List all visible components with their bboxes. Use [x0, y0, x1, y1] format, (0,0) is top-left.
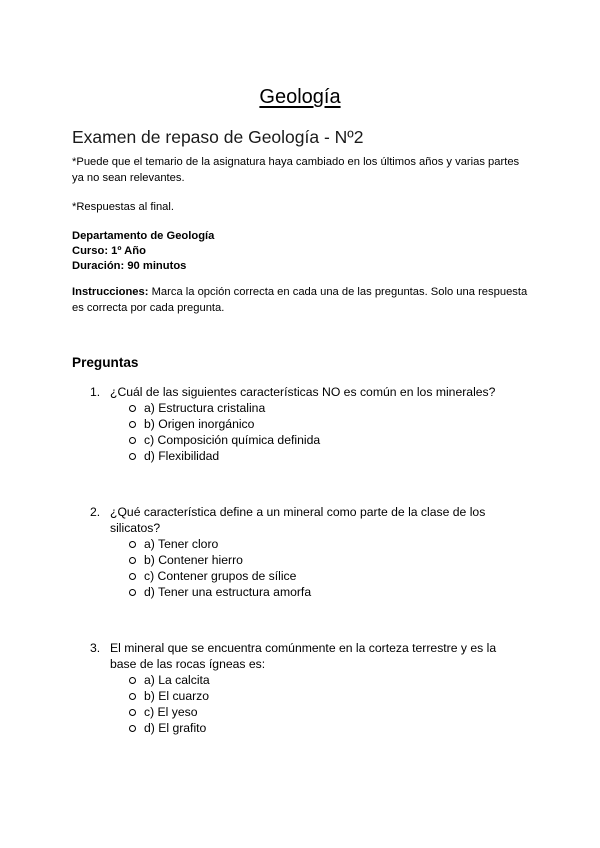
answer-option[interactable] [72, 704, 532, 720]
answer-option[interactable] [72, 536, 532, 552]
question-stem [72, 384, 532, 400]
question-stem [72, 504, 532, 536]
instructions [72, 285, 530, 316]
exam-subtitle: Examen de repaso de Geología - Nº2 [72, 127, 364, 147]
question-number: 3. [90, 641, 101, 655]
option-label: b) Contener hierro [144, 553, 243, 567]
option-label: d) Tener una estructura amorfa [144, 585, 312, 599]
hollow-bullet-icon [128, 432, 144, 448]
duration-line: Duración: 90 minutos [72, 260, 187, 272]
question-1 [72, 384, 532, 464]
hollow-bullet-icon [128, 536, 144, 552]
instructions-label: Instrucciones: [72, 286, 149, 298]
department-line: Departamento de Geología [72, 230, 215, 242]
hollow-bullet-icon [128, 584, 144, 600]
question-text: ¿Qué característica define a un mineral como parte de la clase de los silicatos? [110, 505, 486, 535]
question-2 [72, 504, 532, 600]
answer-option[interactable] [72, 416, 532, 432]
answers-note: *Respuestas al final. [72, 201, 174, 213]
course-line: Curso: 1º Año [72, 245, 146, 257]
answer-option[interactable] [72, 552, 532, 568]
hollow-bullet-icon [128, 672, 144, 688]
option-label: a) La calcita [144, 673, 210, 687]
hollow-bullet-icon [128, 568, 144, 584]
option-label: c) Composición química definida [144, 433, 321, 447]
answer-option[interactable] [72, 568, 532, 584]
question-text: ¿Cuál de las siguientes características NO es común en los minerales? [110, 385, 496, 399]
syllabus-note: *Puede que el temario de la asignatura haya cambiado en los últimos años y varias partes ya no sean relevantes. [72, 156, 520, 184]
questions-heading: Preguntas [72, 355, 139, 370]
option-label: a) Tener cloro [144, 537, 219, 551]
option-label: b) Origen inorgánico [144, 417, 255, 431]
option-label: c) El yeso [144, 705, 198, 719]
hollow-bullet-icon [128, 416, 144, 432]
exam-metadata [72, 229, 214, 274]
answer-option[interactable] [72, 584, 532, 600]
question-text: El mineral que se encuentra comúnmente en la corteza terrestre y es la base de las rocas ígneas es: [110, 641, 497, 671]
hollow-bullet-icon [128, 688, 144, 704]
question-number: 2. [90, 505, 101, 519]
option-label: d) El grafito [144, 721, 207, 735]
answer-options [72, 536, 532, 600]
hollow-bullet-icon [128, 720, 144, 736]
answer-option[interactable] [72, 448, 532, 464]
hollow-bullet-icon [128, 704, 144, 720]
option-label: a) Estructura cristalina [144, 401, 266, 415]
answer-option[interactable] [72, 720, 532, 736]
answer-options [72, 672, 532, 736]
answer-option[interactable] [72, 432, 532, 448]
answer-options [72, 400, 532, 464]
answer-option[interactable] [72, 688, 532, 704]
hollow-bullet-icon [128, 448, 144, 464]
option-label: b) El cuarzo [144, 689, 210, 703]
question-number: 1. [90, 385, 101, 399]
hollow-bullet-icon [128, 400, 144, 416]
instructions-text: Marca la opción correcta en cada una de las preguntas. Solo una respuesta es correcta por cada pregunta. [72, 286, 528, 314]
hollow-bullet-icon [128, 552, 144, 568]
answer-option[interactable] [72, 672, 532, 688]
document-title: Geología [259, 86, 341, 108]
option-label: c) Contener grupos de sílice [144, 569, 297, 583]
question-3 [72, 640, 532, 736]
answer-option[interactable] [72, 400, 532, 416]
option-label: d) Flexibilidad [144, 449, 220, 463]
question-stem [72, 640, 532, 672]
